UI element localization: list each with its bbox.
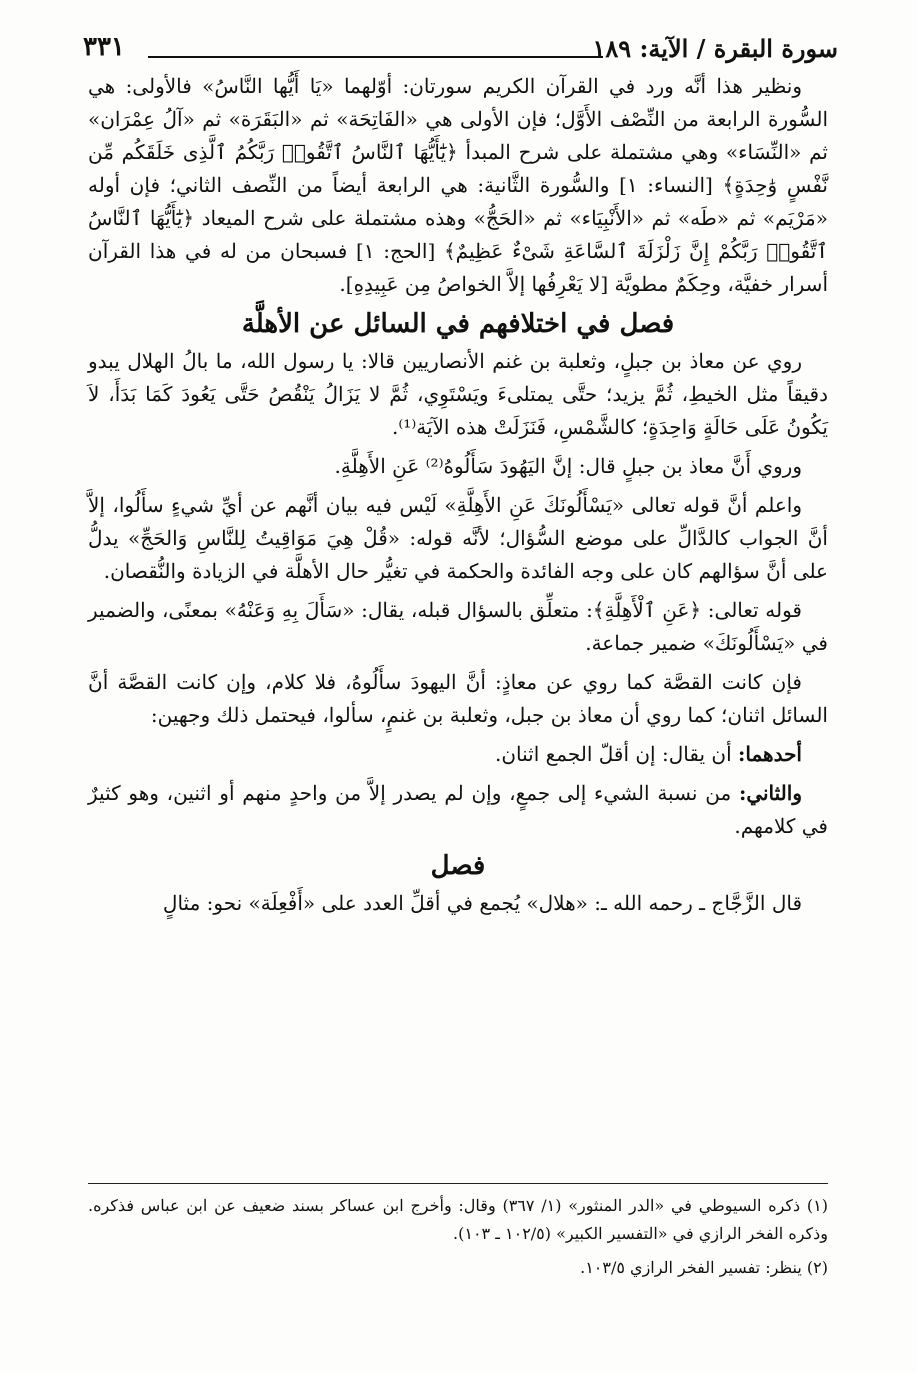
paragraph-7	[88, 738, 828, 771]
paragraph-5: قوله تعالى: ﴿عَنِ ٱلْأَهِلَّةِ﴾: متعلِّق بالسؤال قبله، يقال: «سَأَلَ بِهِ وَعَنْهُ» بمعنًى، والضمير في «يَسْأَلُونَكَ» ضمير جماعة.	[88, 598, 828, 655]
section-heading-2: فصل	[430, 851, 486, 881]
paragraph-6: فإن كانت القصَّة كما روي عن معاذٍ: أنَّ اليهودَ سأَلُوهُ، فلا كلام، وإن كانت القصَّة أنَّ السائل اثنان؛ كما روي أن معاذ بن جبل، وثعلبة بن غنمٍ، سألوا، فيحتمل ذلك وجهين:	[88, 670, 828, 727]
footnote-2: (٢) ينظر: تفسير الفخر الرازي ١٠٣/٥.	[580, 1258, 828, 1277]
paragraph-1: ونظير هذا أنَّه ورد في القرآن الكريم سورتان: أوّلهما «يَا أَيُّها النَّاسُ» فالأولى: هي السُّورة الرابعة من النِّصْف الأَوَّل؛ فإن الأولى هي «الفَاتِحَة» ثم «البَقَرَة» ثم «آلُ عِمْرَان» ثم «النِّسَاء» وهي مشتملة على شرح المبدأ ﴿يَٰٓأَيُّهَا ٱلنَّاسُ ٱتَّقُوا۟ رَبَّكُمُ ٱلَّذِى خَلَقَكُم مِّن نَّفْسٍ وَٰحِدَةٍ﴾ [النساء: ١] والسُّورة الثَّانية: هي الرابعة أيضاً من النِّصف الثاني؛ فإن أوله «مَرْيَم» ثم «طَه» ثم «الأَنْبِيَاء» ثم «الحَجُّ» وهذه مشتملة على شرح الميعاد ﴿يَٰٓأَيُّهَا ٱلنَّاسُ ٱتَّقُوا۟ رَبَّكُمْ إِنَّ زَلْزَلَةَ ٱلسَّاعَةِ شَىْءٌ عَظِيمٌ﴾ [الحج: ١] فسبحان من له في هذا القرآن أسرار خفيَّة، وحِكَمٌ مطويَّة [لا يَعْرِفُها إلاَّ الخواصُ مِن عَبِيدِهِ].	[88, 74, 828, 296]
paragraph-4: واعلم أنَّ قوله تعالى «يَسْأَلُونَكَ عَنِ الأَهِلَّةِ» لَيْس فيه بيان أنَّهم عن أيِّ شيءٍ سأَلُوا، إلاَّ أنَّ الجواب كالدَّالِّ على موضع السُّؤال؛ لأنَّه قوله: «قُلْ هِيَ مَوَاقِيتُ لِلنَّاسِ وَالحَجِّ» يدلُّ على أنَّ سؤالهم كان على وجه الفائدة والحكمة في تغيُّر حال الأهلَّة في الزيادة والنُّقصان.	[88, 493, 828, 583]
second-aspect-text: من نسبة الشيء إلى جمعٍ، وإن لم يصدر إلاَّ من واحدٍ منهم أو اثنين، وهو كثيرٌ في كلامهم.	[88, 781, 828, 838]
page-number: ٣٣١	[83, 32, 125, 62]
paragraph-8	[88, 777, 828, 843]
second-aspect-label: والثاني:	[738, 781, 802, 805]
paragraph-9: قال الزَّجَّاج ـ رحمه الله ـ: «هلال» يُجمع في أقلِّ العدد على «أَفْعِلَة» نحو: مثالٍ	[162, 891, 802, 915]
footnote-1: (١) ذكره السيوطي في «الدر المنثور» (١/ ٣٦٧) وقال: وأخرج ابن عساكر بسند ضعيف عن ابن عباس فذكره. وذكره الفخر الرازي في «التفسير الكبير» (١٠٢/٥ ـ ١٠٣).	[88, 1196, 829, 1243]
running-header	[83, 30, 838, 70]
section-heading-1: فصل في اختلافهم في السائل عن الأهلَّة	[241, 309, 675, 339]
footnotes	[88, 1183, 828, 1288]
first-aspect-text: أن يقال: إن أقلّ الجمع اثنان.	[494, 742, 738, 766]
header-rule	[148, 56, 603, 58]
first-aspect-label: أحدهما:	[737, 742, 802, 766]
header-title: سورة البقرة / الآية: ١٨٩	[592, 34, 838, 63]
paragraph-3: وروي أَنَّ معاذ بن جبلٍ قال: إنَّ اليَهُودَ سَأَلُوهُ⁽²⁾ عَنِ الأَهِلَّةِ.	[334, 454, 802, 478]
paragraph-2: روي عن معاذ بن جبلٍ، وثعلبة بن غنم الأنصاريين قالا: يا رسول الله، ما بالُ الهلال يبدو دقيقاً مثل الخيطِ، ثُمَّ يزيد؛ حتَّى يمتلىءَ ويَسْتَوِي، ثُمَّ لا يَزَالُ يَنْقُصُ حَتَّى يَعُودَ كَمَا بَدَأَ، لاَ يَكُونُ عَلَى حَالَةٍ وَاحِدَةٍ؛ كالشَّمْسِ، فَنَزَلَتْ هذه الآيَة⁽¹⁾.	[88, 349, 828, 439]
page-body	[83, 30, 838, 926]
